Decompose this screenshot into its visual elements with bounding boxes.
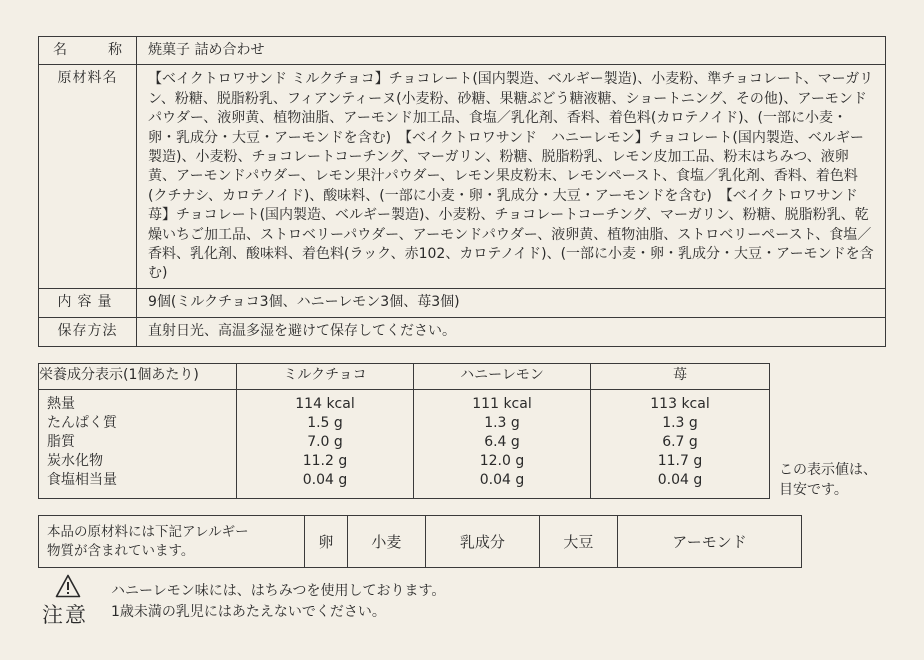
value-cell: 1.3 g	[662, 415, 698, 431]
value-cell: 6.7 g	[662, 434, 698, 450]
allergen-milk: 乳成分	[425, 516, 539, 568]
caution-text	[111, 581, 445, 623]
label-protein: たんぱく質	[47, 415, 117, 431]
content-row	[39, 288, 886, 317]
nutrition-header-row	[39, 364, 770, 390]
value-cell: 114 kcal	[295, 396, 355, 412]
ingredients-row	[39, 65, 886, 288]
product-info-table	[38, 36, 886, 347]
content-label: 内容量	[39, 288, 137, 317]
nutrition-col-header-strawberry: 苺	[591, 364, 770, 390]
nutrition-values-honey-lemon	[414, 390, 591, 499]
ingredients-value: 【ベイクトロワサンド ミルクチョコ】チョコレート(国内製造、ベルギー製造)、小麦粉、準チョコレート、マーガリン、粉糖、脱脂粉乳、フィアンティーヌ(小麦粉、砂糖、果糖ぶどう糖液糖、ショートニング、その他)、アーモンドパウダー、液卵黄、植物油脂、アーモンド加工品、食塩／乳化剤、香料、着色料(カロテノイド)、(一部に小麦・卵・乳成分・大豆・アーモンドを含む) 【ベイクトロワサンド ハニーレモン】チョコレート(国内製造、ベルギー製造)、小麦粉、チョコレートコーチング、マーガリン、粉糖、脱脂粉乳、レモン皮加工品、粉末はちみつ、液卵黄、アーモンドパウダー、レモン果汁パウダー、レモン果皮粉末、レモンペースト、食塩／乳化剤、香料、着色料(クチナシ、カロテノイド)、酸味料、(一部に小麦・卵・乳成分・大豆・アーモンドを含む) 【ベイクトロワサンド 苺】チョコレート(国内製造、ベルギー製造)、小麦粉、チョコレートコーチング、マーガリン、粉糖、脱脂粉乳、乾燥いちご加工品、ストロベリーパウダー、アーモンドパウダー、液卵黄、植物油脂、ストロベリーペースト、食塩／香料、乳化剤、酸味料、着色料(ラック、赤102、カロテノイド)、(一部に小麦・卵・乳成分・大豆・アーモンドを含む)	[137, 65, 886, 288]
nutrition-note	[779, 461, 877, 500]
nutrition-body-row	[39, 390, 770, 499]
allergen-table	[38, 515, 802, 568]
label-energy: 熱量	[47, 396, 75, 412]
nutrition-title: 栄養成分表示(1個あたり)	[39, 364, 237, 390]
nutrition-note-line: 目安です。	[779, 481, 848, 498]
allergen-row	[39, 516, 802, 568]
value-cell: 1.5 g	[307, 415, 343, 431]
allergen-almond: アーモンド	[618, 516, 802, 568]
name-value: 焼菓子 詰め合わせ	[137, 37, 886, 65]
allergen-statement-line: 本品の原材料には下記アレルギー	[47, 523, 249, 540]
allergen-wheat: 小麦	[347, 516, 425, 568]
storage-label: 保存方法	[39, 317, 137, 346]
value-cell: 11.2 g	[302, 453, 348, 469]
value-cell: 1.3 g	[484, 415, 520, 431]
name-row	[39, 37, 886, 65]
storage-row	[39, 317, 886, 346]
nutrition-note-line: この表示値は、	[779, 462, 877, 478]
warning-triangle-icon	[55, 574, 81, 598]
ingredients-label: 原材料名	[39, 65, 137, 288]
allergen-egg: 卵	[305, 516, 348, 568]
allergen-soy: 大豆	[539, 516, 617, 568]
caution-line: ハニーレモン味には、はちみつを使用しております。	[111, 583, 446, 599]
value-cell: 0.04 g	[479, 472, 525, 488]
storage-value: 直射日光、高温多湿を避けて保存してください。	[137, 317, 886, 346]
name-label: 名 称	[39, 37, 137, 65]
nutrition-col-header-milk: ミルクチョコ	[237, 364, 414, 390]
nutrition-labels	[39, 390, 237, 499]
label-carbohydrate: 炭水化物	[47, 453, 103, 469]
caution-line: 1歳未満の乳児にはあたえないでください。	[111, 604, 386, 620]
value-cell: 7.0 g	[307, 434, 343, 450]
allergen-statement	[39, 516, 305, 568]
content-value: 9個(ミルクチョコ3個、ハニーレモン3個、苺3個)	[137, 288, 886, 317]
value-cell: 12.0 g	[479, 453, 525, 469]
nutrition-col-header-honey-lemon: ハニーレモン	[414, 364, 591, 390]
value-cell: 6.4 g	[484, 434, 520, 450]
label-fat: 脂質	[47, 434, 75, 450]
nutrition-values-strawberry	[591, 390, 770, 499]
value-cell: 0.04 g	[657, 472, 703, 488]
nutrition-table	[38, 363, 770, 499]
caution-label: 注意	[42, 603, 88, 627]
label-salt: 食塩相当量	[47, 472, 117, 488]
value-cell: 111 kcal	[472, 396, 532, 412]
allergen-statement-line: 物質が含まれています。	[47, 542, 195, 559]
value-cell: 11.7 g	[657, 453, 703, 469]
value-cell: 113 kcal	[650, 396, 710, 412]
value-cell: 0.04 g	[302, 472, 348, 488]
nutrition-values-milk	[237, 390, 414, 499]
